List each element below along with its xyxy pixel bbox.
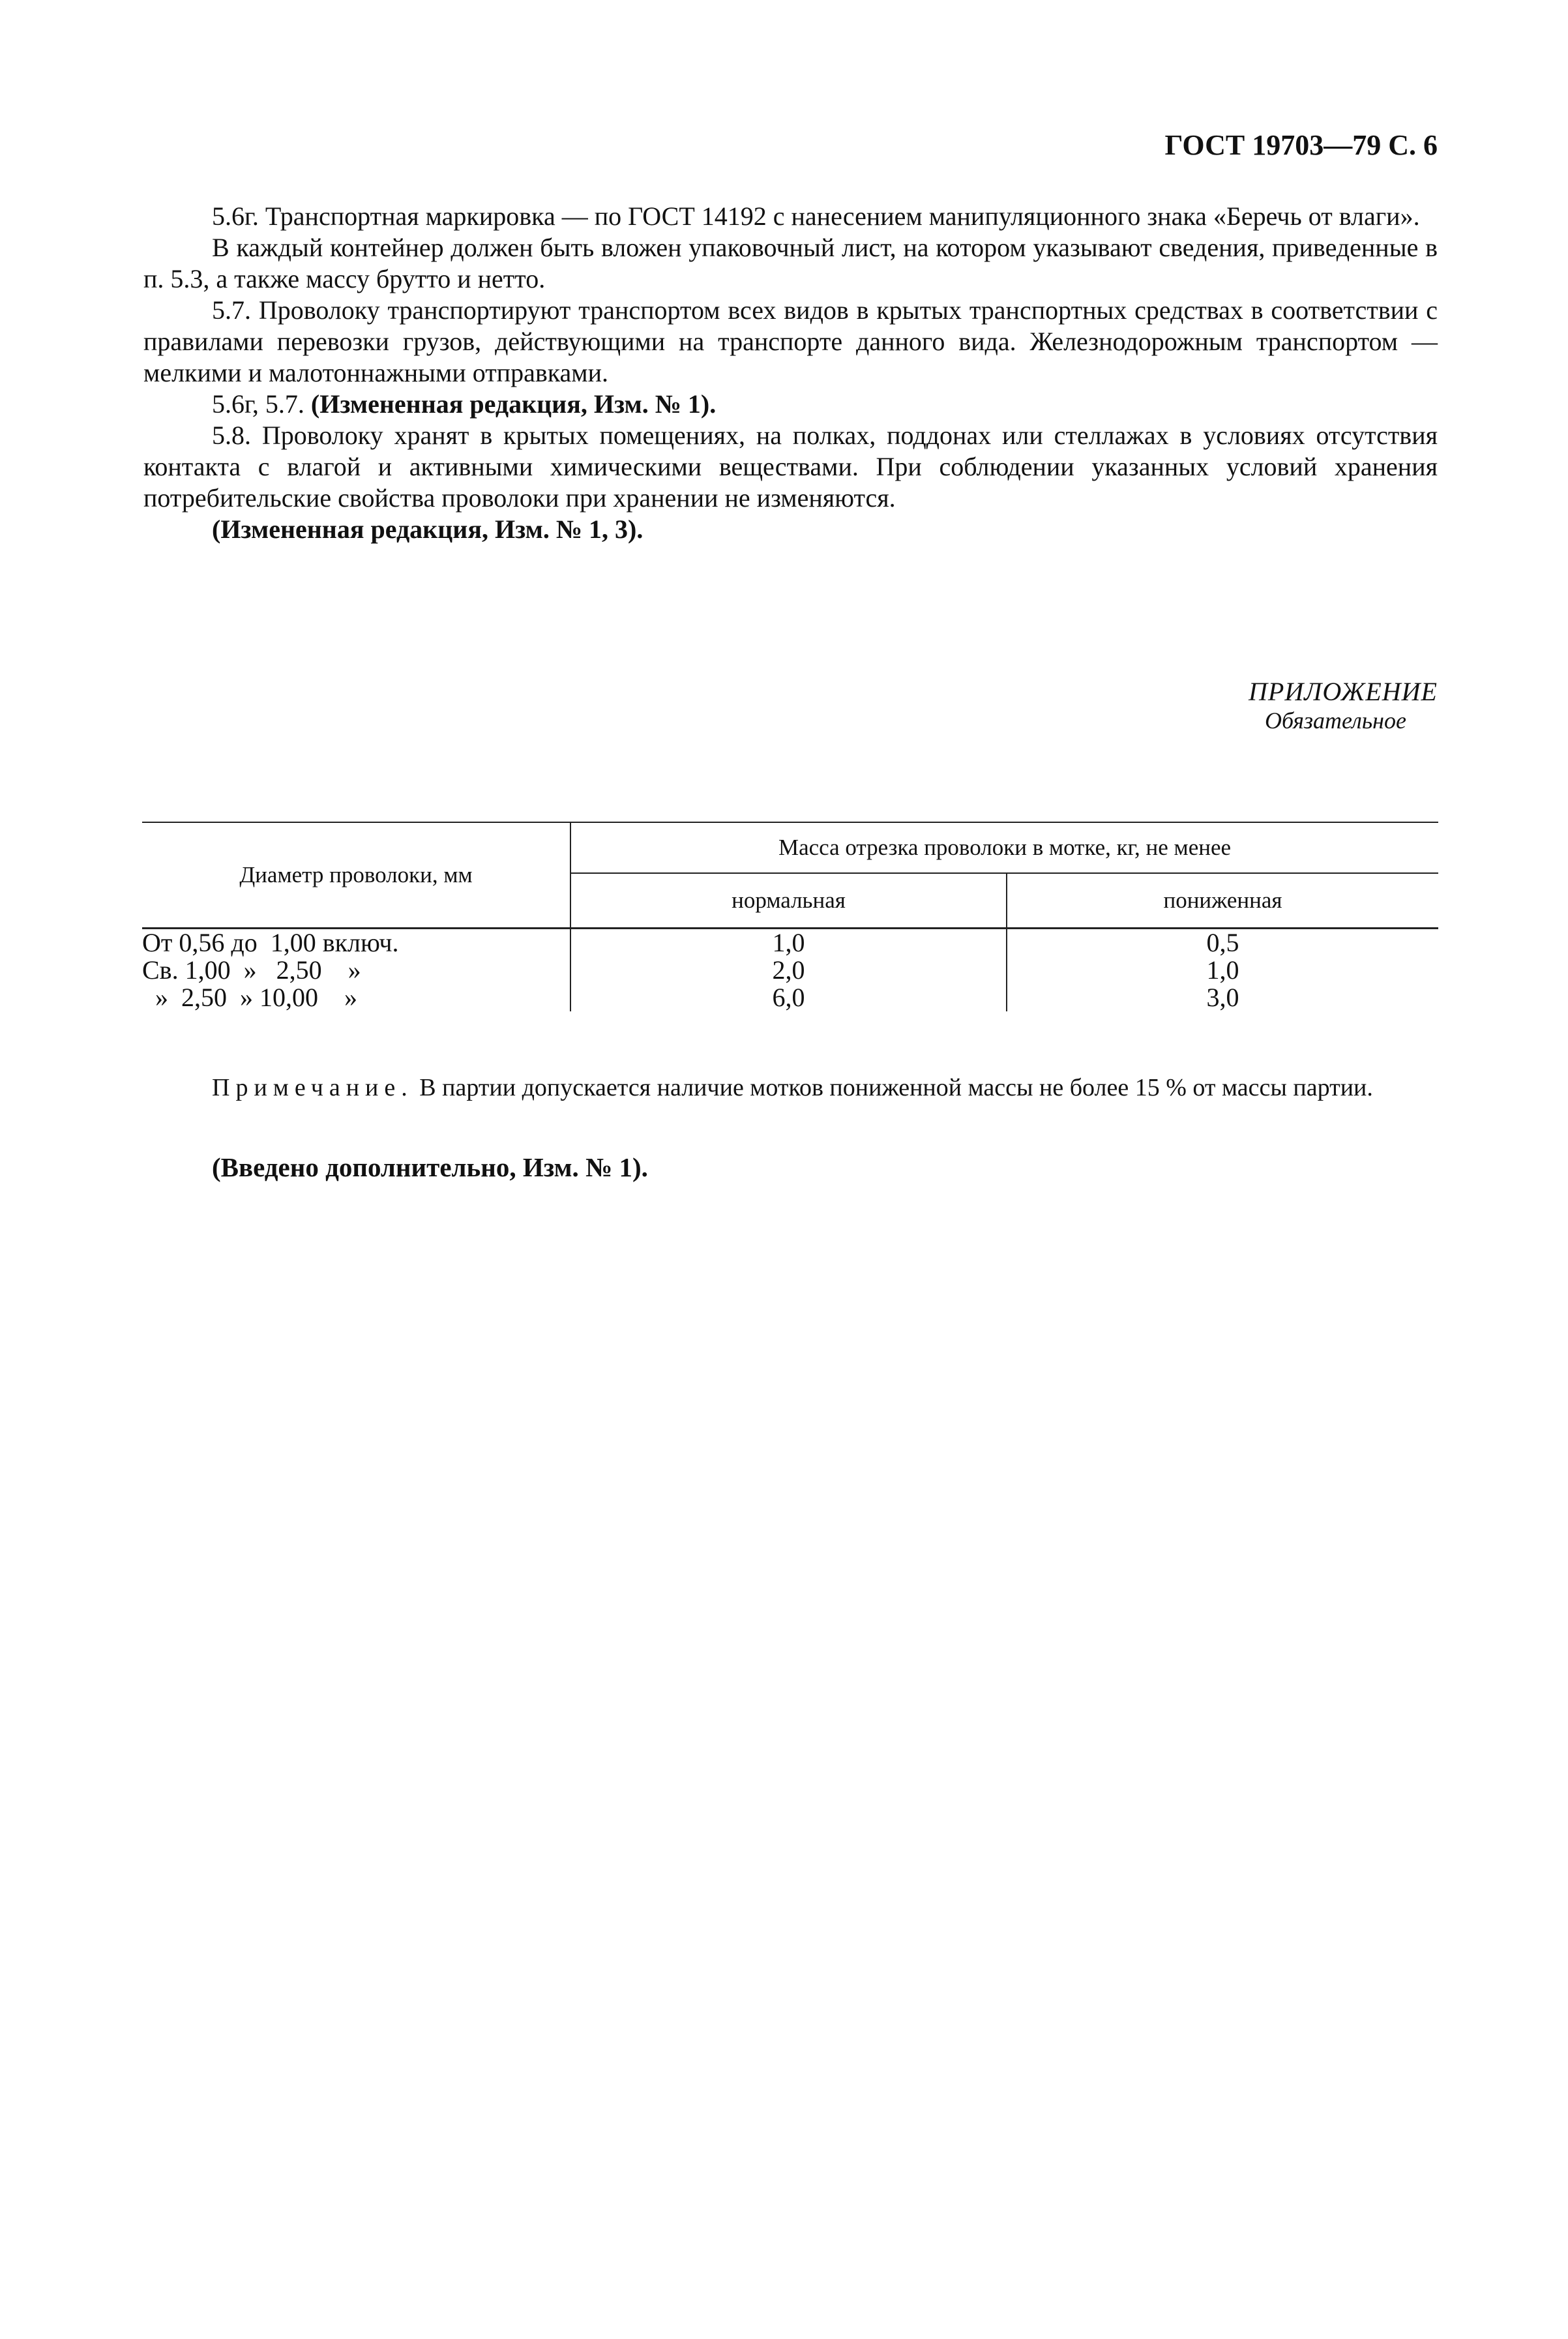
cell-normal: 2,0	[570, 957, 1007, 984]
appendix-title: ПРИЛОЖЕНИЕ	[1249, 677, 1438, 706]
table-note	[143, 1073, 1438, 1103]
table-row	[142, 957, 1438, 984]
cell-diameter: От 0,56 до 1,00 включ.	[142, 929, 570, 957]
cell-reduced: 1,0	[1206, 955, 1239, 985]
paragraph-5-8: 5.8. Проволоку хранят в крытых помещениях, на полках, поддонах или стеллажах в условиях отсутствия контакта с влагой и активными химическими веществами. При соблюдении указанных условий хранения потребительские свойства проволоки при хранении не изменяются.	[143, 421, 1438, 513]
introduced-note: (Введено дополнительно, Изм. № 1).	[212, 1152, 648, 1182]
paragraph-5-7: 5.7. Проволоку транспортируют транспортом всех видов в крытых транспортных средствах в соответствии с правилами перевозки грузов, действующими на транспорте данного вида. Железнодорожным транспортом — мелкими и малотоннажными отправками.	[143, 295, 1438, 387]
cell-reduced: 3,0	[1206, 983, 1239, 1012]
header-diameter: Диаметр проволоки, мм	[142, 822, 570, 929]
amendment-bold: (Измененная редакция, Изм. № 1).	[310, 389, 717, 419]
appendix-heading	[1249, 677, 1438, 734]
cell-normal: 1,0	[570, 929, 1007, 957]
cell-diameter: Св. 1,00 » 2,50 »	[142, 957, 570, 984]
header-reduced: пониженная	[1007, 873, 1438, 929]
table-row	[142, 984, 1438, 1011]
note-text: В партии допускается наличие мотков пониженной массы не более 15 % от массы партии.	[413, 1074, 1373, 1101]
cell-diameter: » 2,50 » 10,00 »	[142, 984, 570, 1011]
paragraph-packing-list: В каждый контейнер должен быть вложен упаковочный лист, на котором указывают сведения, приведенные в п. 5.3, а также массу брутто и нетто.	[143, 233, 1438, 293]
paragraph-5-6g: 5.6г. Транспортная маркировка — по ГОСТ 14192 с нанесением манипуляционного знака «Беречь от влаги».	[212, 201, 1420, 231]
table-row	[142, 929, 1438, 957]
cell-normal: 6,0	[570, 984, 1007, 1011]
header-mass: Масса отрезка проволоки в мотке, кг, не менее	[570, 822, 1438, 873]
mass-table	[142, 822, 1438, 1011]
amendment-prefix: 5.6г, 5.7.	[212, 389, 311, 419]
body-text	[143, 201, 1438, 545]
header-normal: нормальная	[570, 873, 1007, 929]
cell-reduced: 0,5	[1206, 928, 1239, 957]
paragraph-amendment-2: (Измененная редакция, Изм. № 1, 3).	[212, 514, 643, 544]
appendix-subtitle: Обязательное	[1265, 708, 1406, 734]
note-label: Примечание.	[212, 1074, 413, 1101]
page-header: ГОСТ 19703—79 С. 6	[1164, 129, 1438, 161]
paragraph-amendment-1	[143, 389, 1438, 420]
